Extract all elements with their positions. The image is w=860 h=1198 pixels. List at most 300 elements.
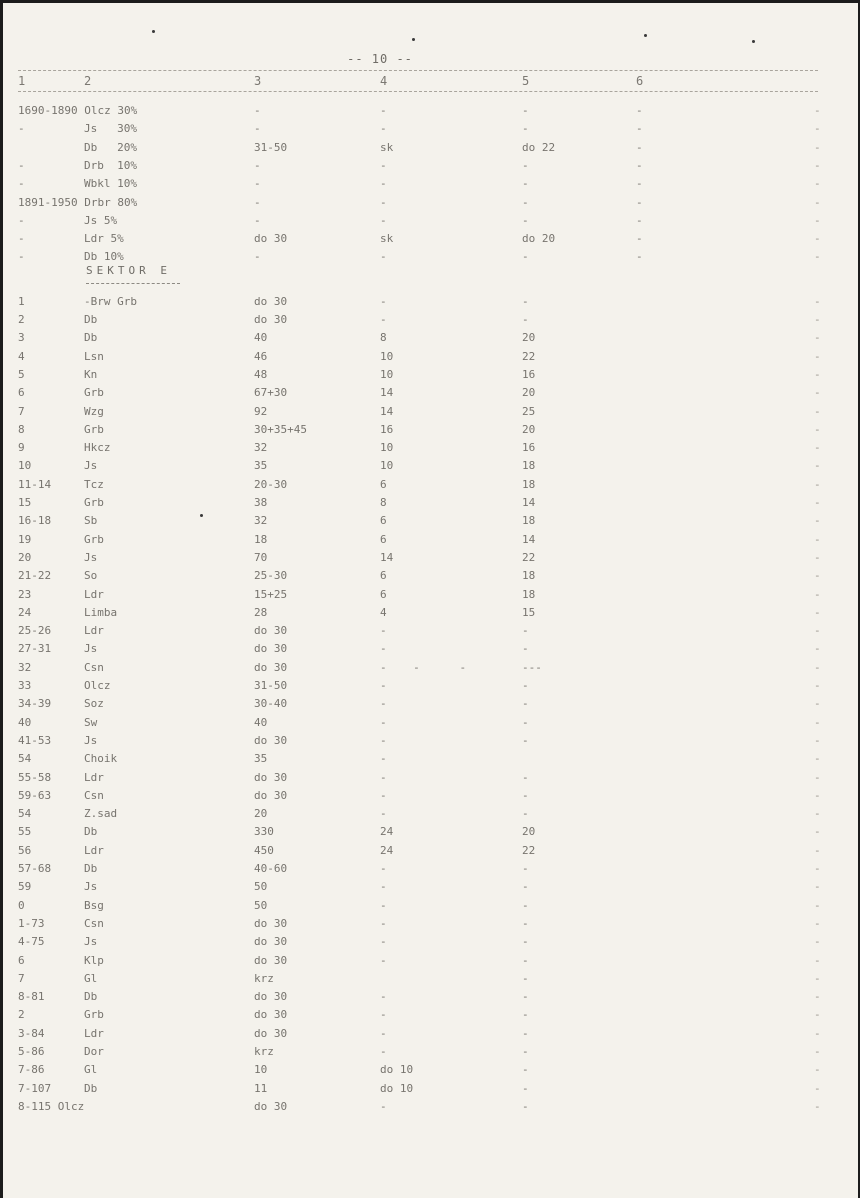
table-cell-col-7: - <box>814 697 821 711</box>
table-cell-col-1: 24 <box>18 605 32 619</box>
table-row <box>0 915 860 933</box>
table-cell-col-1: 1 <box>18 294 25 308</box>
table-cell-col-4: - - - <box>380 660 467 674</box>
table-cell-col-3: 70 <box>254 550 268 564</box>
table-cell-col-2: Db <box>84 1081 98 1095</box>
table-cell-col-4: - <box>380 1099 387 1113</box>
table-row <box>0 512 860 530</box>
table-row <box>0 120 860 138</box>
table-cell-col-4: - <box>380 104 387 117</box>
column-header-5: 5 <box>522 74 530 88</box>
table-cell-col-2: Csn <box>84 660 104 674</box>
table-cell-col-3: do 30 <box>254 624 288 638</box>
table-cell-col-4: - <box>380 935 387 949</box>
table-cell-col-5: - <box>522 733 529 747</box>
table-cell-col-3: 31-50 <box>254 140 288 154</box>
table-cell-col-3: 28 <box>254 605 268 619</box>
table-cell-col-1: 41-53 <box>18 733 52 747</box>
table-cell-col-3: do 30 <box>254 313 288 326</box>
header-rule-top <box>18 70 818 71</box>
table-cell-col-6: - <box>636 195 643 209</box>
table-row <box>0 897 860 915</box>
table-cell-col-1: 4 <box>18 349 25 363</box>
table-cell-col-7: - <box>814 1045 821 1058</box>
table-cell-col-1: 2 <box>18 313 25 326</box>
table-cell-col-7: - <box>814 331 821 345</box>
table-cell-col-7: - <box>814 514 821 528</box>
table-cell-col-1: 4-75 <box>18 935 45 949</box>
table-cell-col-7: - <box>814 367 821 381</box>
table-cell-col-2: Soz <box>84 697 104 711</box>
table-cell-col-3: do 30 <box>254 1026 288 1040</box>
table-cell-col-5: - <box>522 122 529 136</box>
table-cell-col-5: - <box>522 916 529 930</box>
table-cell-col-4: - <box>380 788 387 802</box>
table-cell-col-5: 20 <box>522 386 536 400</box>
table-cell-col-3: 40-60 <box>254 862 288 875</box>
table-cell-col-3: 450 <box>254 843 274 857</box>
table-cell-col-3: - <box>254 250 261 264</box>
table-row <box>0 842 860 860</box>
table-cell-col-5: - <box>522 862 529 875</box>
table-row <box>0 604 860 622</box>
table-cell-col-7: - <box>814 532 821 546</box>
table-cell-col-5: - <box>522 624 529 638</box>
table-cell-col-3: 40 <box>254 331 268 345</box>
table-cell-col-4: 6 <box>380 514 387 528</box>
table-cell-col-5: - <box>522 313 529 326</box>
table-cell-col-2: Bsg <box>84 898 104 912</box>
table-cell-col-5: --- <box>522 660 542 674</box>
table-cell-col-7: - <box>814 496 821 509</box>
table-cell-col-3: do 30 <box>254 1099 288 1113</box>
table-cell-col-1: 40 <box>18 715 32 729</box>
table-row <box>0 1061 860 1079</box>
table-cell-col-5: - <box>522 715 529 729</box>
table-cell-col-5: - <box>522 642 529 656</box>
table-cell-col-2: Js <box>84 880 98 894</box>
table-cell-col-4: - <box>380 807 387 821</box>
table-cell-col-5: 20 <box>522 825 536 839</box>
ink-speck <box>152 30 155 33</box>
ink-speck <box>644 34 647 37</box>
table-cell-col-4: 8 <box>380 496 387 509</box>
table-row <box>0 248 860 266</box>
table-cell-col-3: 67+30 <box>254 386 288 400</box>
table-cell-col-7: - <box>814 733 821 747</box>
table-cell-col-4: 10 <box>380 367 394 381</box>
table-cell-col-1: 2 <box>18 1008 25 1022</box>
table-cell-col-1: 6 <box>18 386 25 400</box>
table-cell-col-3: do 30 <box>254 733 288 747</box>
table-cell-col-7: - <box>814 935 821 949</box>
table-cell-col-2: Klp <box>84 953 104 967</box>
table-cell-col-5: 22 <box>522 349 536 363</box>
table-cell-col-1: 20 <box>18 550 32 564</box>
table-cell-col-3: 10 <box>254 1063 268 1077</box>
table-cell-col-1: 7 <box>18 404 25 418</box>
table-cell-col-1: 16-18 <box>18 514 52 528</box>
table-cell-col-2: So <box>84 569 98 583</box>
table-cell-col-5: - <box>522 953 529 967</box>
table-row <box>0 194 860 212</box>
table-cell-col-6: - <box>636 104 643 117</box>
table-row <box>0 1006 860 1024</box>
table-cell-col-7: - <box>814 1063 821 1077</box>
table-cell-col-3: 46 <box>254 349 268 363</box>
table-cell-col-2: Tcz <box>84 477 104 491</box>
table-row <box>0 750 860 768</box>
table-row <box>0 494 860 512</box>
table-cell-col-5: 20 <box>522 331 536 345</box>
column-header-3: 3 <box>254 74 262 88</box>
table-row <box>0 695 860 713</box>
table-row <box>0 1025 860 1043</box>
table-cell-col-3: do 30 <box>254 642 288 656</box>
table-cell-col-7: - <box>814 898 821 912</box>
table-cell-col-2: Choik <box>84 752 118 766</box>
table-cell-col-2: Kn <box>84 367 98 381</box>
table-cell-col-2: Js 5% <box>84 213 118 227</box>
table-cell-col-2: Ldr <box>84 770 104 784</box>
table-cell-col-2: Js <box>84 459 98 473</box>
table-cell-col-2: Sw <box>84 715 98 729</box>
table-row <box>0 1043 860 1061</box>
table-cell-col-4: - <box>380 195 387 209</box>
table-cell-col-2: Olcz <box>84 679 111 692</box>
table-cell-col-2: Db <box>84 990 98 1004</box>
table-cell-col-5: - <box>522 195 529 209</box>
table-cell-col-4: 6 <box>380 569 387 583</box>
table-cell-col-3: krz <box>254 971 274 985</box>
table-cell-col-1: 55 <box>18 825 32 839</box>
table-row <box>0 952 860 970</box>
table-cell-col-7: - <box>814 459 821 473</box>
table-cell-col-1: 21-22 <box>18 569 52 583</box>
table-cell-col-1: 23 <box>18 587 32 601</box>
table-cell-col-2: Ldr <box>84 587 104 601</box>
table-cell-col-2: Csn <box>84 788 104 802</box>
table-cell-col-2: Db <box>84 313 98 326</box>
table-cell-col-7: - <box>814 158 821 172</box>
table-cell-col-4: 6 <box>380 587 387 601</box>
table-cell-col-4: 10 <box>380 349 394 363</box>
table-cell-col-1: 1-73 <box>18 916 45 930</box>
table-cell-col-2: Grb <box>84 422 104 436</box>
table-cell-col-1: 9 <box>18 441 25 455</box>
table-cell-col-6: - <box>636 140 643 154</box>
table-row <box>0 549 860 567</box>
table-cell-col-3: 11 <box>254 1081 268 1095</box>
table-row <box>0 640 860 658</box>
table-row <box>0 823 860 841</box>
table-cell-col-5: - <box>522 1081 529 1095</box>
table-cell-col-5: 18 <box>522 569 536 583</box>
table-cell-col-3: 30-40 <box>254 697 288 711</box>
table-cell-col-7: - <box>814 660 821 674</box>
table-cell-col-7: - <box>814 104 821 117</box>
table-cell-col-1: - <box>18 122 25 136</box>
table-cell-col-1: 34-39 <box>18 697 52 711</box>
table-cell-col-7: - <box>814 880 821 894</box>
table-cell-col-7: - <box>814 213 821 227</box>
table-cell-col-7: - <box>814 569 821 583</box>
table-cell-col-1: - <box>18 232 25 246</box>
table-cell-col-4: 14 <box>380 386 394 400</box>
table-row <box>0 659 860 677</box>
table-cell-col-1: 54 <box>18 807 32 821</box>
table-cell-col-2: Ldr <box>84 624 104 638</box>
table-cell-col-3: do 30 <box>254 294 288 308</box>
table-cell-col-7: - <box>814 624 821 638</box>
column-header-1: 1 <box>18 74 26 88</box>
table-cell-col-5: - <box>522 104 529 117</box>
table-cell-col-4: - <box>380 122 387 136</box>
table-cell-col-7: - <box>814 1099 821 1113</box>
table-cell-col-5: - <box>522 158 529 172</box>
table-cell-col-2: Ldr 5% <box>84 232 124 246</box>
table-cell-col-1: 25-26 <box>18 624 52 638</box>
table-cell-col-1: 27-31 <box>18 642 52 656</box>
table-cell-col-1: 6 <box>18 953 25 967</box>
table-cell-col-4: do 10 <box>380 1063 414 1077</box>
table-cell-col-5: - <box>522 697 529 711</box>
table-cell-col-5: 14 <box>522 496 536 509</box>
table-row <box>0 769 860 787</box>
table-cell-col-7: - <box>814 807 821 821</box>
table-cell-col-3: 35 <box>254 459 268 473</box>
table-cell-col-5: - <box>522 294 529 308</box>
table-cell-col-1: 8-81 <box>18 990 45 1004</box>
table-cell-col-7: - <box>814 294 821 308</box>
table-cell-col-2: Db <box>84 331 98 345</box>
table-cell-col-7: - <box>814 788 821 802</box>
table-cell-col-4: - <box>380 1008 387 1022</box>
table-cell-col-1: 5-86 <box>18 1045 45 1058</box>
table-cell-col-5: - <box>522 213 529 227</box>
table-cell-col-2: Gl <box>84 1063 98 1077</box>
table-cell-col-5: - <box>522 1045 529 1058</box>
sector-underline <box>86 283 180 284</box>
page-number: -- 10 -- <box>347 52 413 66</box>
ink-speck <box>752 40 755 43</box>
table-cell-col-4: - <box>380 177 387 191</box>
table-cell-col-7: - <box>814 477 821 491</box>
table-row <box>0 102 860 120</box>
table-cell-col-5: 20 <box>522 422 536 436</box>
table-cell-col-1: 59-63 <box>18 788 52 802</box>
table-cell-col-3: do 30 <box>254 935 288 949</box>
table-cell-col-6: - <box>636 250 643 264</box>
table-cell-col-5: - <box>522 788 529 802</box>
table-cell-col-5: - <box>522 1008 529 1022</box>
table-cell-col-2: Lsn <box>84 349 104 363</box>
table-cell-col-5: - <box>522 1099 529 1113</box>
table-row <box>0 157 860 175</box>
table-cell-col-7: - <box>814 770 821 784</box>
table-cell-col-7: - <box>814 587 821 601</box>
table-cell-col-4: - <box>380 294 387 308</box>
table-cell-col-2: Js <box>84 550 98 564</box>
table-cell-col-5: 18 <box>522 587 536 601</box>
table-cell-col-5: 15 <box>522 605 536 619</box>
table-cell-col-1: 55-58 <box>18 770 52 784</box>
table-cell-col-3: 48 <box>254 367 268 381</box>
table-cell-col-2: Dor <box>84 1045 104 1058</box>
table-cell-col-3: do 30 <box>254 953 288 967</box>
table-cell-col-2: Js <box>84 642 98 656</box>
table-cell-col-3: 18 <box>254 532 268 546</box>
table-cell-col-7: - <box>814 825 821 839</box>
table-cell-col-3: - <box>254 177 261 191</box>
table-row <box>0 586 860 604</box>
table-cell-col-3: - <box>254 122 261 136</box>
table-cell-col-4: do 10 <box>380 1081 414 1095</box>
table-cell-col-2: Grb <box>84 532 104 546</box>
table-row <box>0 366 860 384</box>
table-cell-col-5: - <box>522 807 529 821</box>
table-row <box>0 439 860 457</box>
table-cell-col-5: 14 <box>522 532 536 546</box>
table-cell-col-2: Drb 10% <box>84 158 137 172</box>
table-cell-col-5: 22 <box>522 550 536 564</box>
table-cell-col-4: - <box>380 862 387 875</box>
table-cell-col-3: 20 <box>254 807 268 821</box>
table-cell-col-3: 330 <box>254 825 274 839</box>
table-cell-col-2: Z.sad <box>84 807 118 821</box>
table-cell-col-7: - <box>814 313 821 326</box>
table-cell-col-7: - <box>814 843 821 857</box>
table-cell-col-1: 8 <box>18 422 25 436</box>
table-cell-col-5: - <box>522 250 529 264</box>
table-row <box>0 384 860 402</box>
table-cell-col-1: 11-14 <box>18 477 52 491</box>
table-cell-col-3: 92 <box>254 404 268 418</box>
table-cell-col-1: 1891-1950 Drbr 80% <box>18 195 138 209</box>
table-row <box>0 403 860 421</box>
table-cell-col-3: 32 <box>254 441 268 455</box>
table-cell-col-5: 25 <box>522 404 536 418</box>
table-cell-col-4: - <box>380 953 387 967</box>
table-cell-col-2: Gl <box>84 971 98 985</box>
table-cell-col-7: - <box>814 1081 821 1095</box>
table-cell-col-3: 25-30 <box>254 569 288 583</box>
table-cell-col-5: do 22 <box>522 140 556 154</box>
table-cell-col-3: 38 <box>254 496 268 509</box>
table-cell-col-5: - <box>522 1063 529 1077</box>
table-cell-col-4: sk <box>380 232 394 246</box>
table-cell-col-4: - <box>380 715 387 729</box>
table-cell-col-4: - <box>380 880 387 894</box>
table-cell-col-4: 8 <box>380 331 387 345</box>
table-row <box>0 531 860 549</box>
ink-speck <box>412 38 415 41</box>
table-cell-col-1: 15 <box>18 496 32 509</box>
column-header-2: 2 <box>84 74 92 88</box>
table-cell-col-2: Js <box>84 733 98 747</box>
table-cell-col-5: - <box>522 880 529 894</box>
table-cell-col-3: - <box>254 158 261 172</box>
table-cell-col-7: - <box>814 195 821 209</box>
table-cell-col-1: - <box>18 158 25 172</box>
table-cell-col-5: 18 <box>522 514 536 528</box>
table-cell-col-4: - <box>380 733 387 747</box>
table-cell-col-3: do 30 <box>254 990 288 1004</box>
table-cell-col-3: 50 <box>254 880 268 894</box>
table-row <box>0 714 860 732</box>
table-cell-col-3: do 30 <box>254 916 288 930</box>
table-cell-col-5: - <box>522 898 529 912</box>
table-row <box>0 139 860 157</box>
table-cell-col-2: Ldr <box>84 1026 104 1040</box>
table-cell-col-2: Grb <box>84 496 104 509</box>
table-row <box>0 805 860 823</box>
table-cell-col-6: - <box>636 158 643 172</box>
table-cell-col-4: 10 <box>380 441 394 455</box>
table-cell-col-1: 56 <box>18 843 32 857</box>
table-row <box>0 860 860 878</box>
table-cell-col-4: 24 <box>380 825 394 839</box>
table-cell-col-5: - <box>522 770 529 784</box>
table-cell-col-3: 15+25 <box>254 587 288 601</box>
table-cell-col-7: - <box>814 679 821 692</box>
table-cell-col-1: 59 <box>18 880 32 894</box>
table-cell-col-5: 18 <box>522 459 536 473</box>
table-row <box>0 175 860 193</box>
table-cell-col-3: krz <box>254 1045 274 1058</box>
table-cell-col-2: Wbkl 10% <box>84 177 137 191</box>
table-cell-col-4: 14 <box>380 550 394 564</box>
table-cell-col-4: 10 <box>380 459 394 473</box>
table-cell-col-5: - <box>522 990 529 1004</box>
table-cell-col-4: 14 <box>380 404 394 418</box>
table-cell-col-4: - <box>380 770 387 784</box>
table-cell-col-4: 6 <box>380 532 387 546</box>
table-cell-col-4: - <box>380 752 387 766</box>
table-cell-col-1: 57-68 <box>18 862 52 875</box>
table-cell-col-4: - <box>380 916 387 930</box>
table-cell-col-3: - <box>254 104 261 117</box>
table-cell-col-4: - <box>380 1026 387 1040</box>
table-cell-col-1: 1690-1890 Olcz 30% <box>18 104 138 117</box>
table-row <box>0 1098 860 1116</box>
table-cell-col-5: - <box>522 935 529 949</box>
table-cell-col-2: Js 30% <box>84 122 137 136</box>
table-cell-col-3: do 30 <box>254 788 288 802</box>
table-cell-col-2: Csn <box>84 916 104 930</box>
table-cell-col-3: 30+35+45 <box>254 422 307 436</box>
table-cell-col-7: - <box>814 441 821 455</box>
table-cell-col-5: 16 <box>522 367 536 381</box>
table-cell-col-3: do 30 <box>254 770 288 784</box>
table-row <box>0 787 860 805</box>
table-cell-col-3: 31-50 <box>254 679 288 692</box>
table-row <box>0 457 860 475</box>
table-cell-col-7: - <box>814 550 821 564</box>
table-cell-col-4: - <box>380 1045 387 1058</box>
table-cell-col-7: - <box>814 953 821 967</box>
table-cell-col-7: - <box>814 916 821 930</box>
table-cell-col-2: Db 10% <box>84 250 124 264</box>
table-cell-col-5: - <box>522 971 529 985</box>
table-row <box>0 1080 860 1098</box>
table-cell-col-5: - <box>522 177 529 191</box>
table-cell-col-1: 32 <box>18 660 32 674</box>
table-cell-col-7: - <box>814 349 821 363</box>
table-cell-col-3: 32 <box>254 514 268 528</box>
table-row <box>0 293 860 311</box>
table-row <box>0 970 860 988</box>
